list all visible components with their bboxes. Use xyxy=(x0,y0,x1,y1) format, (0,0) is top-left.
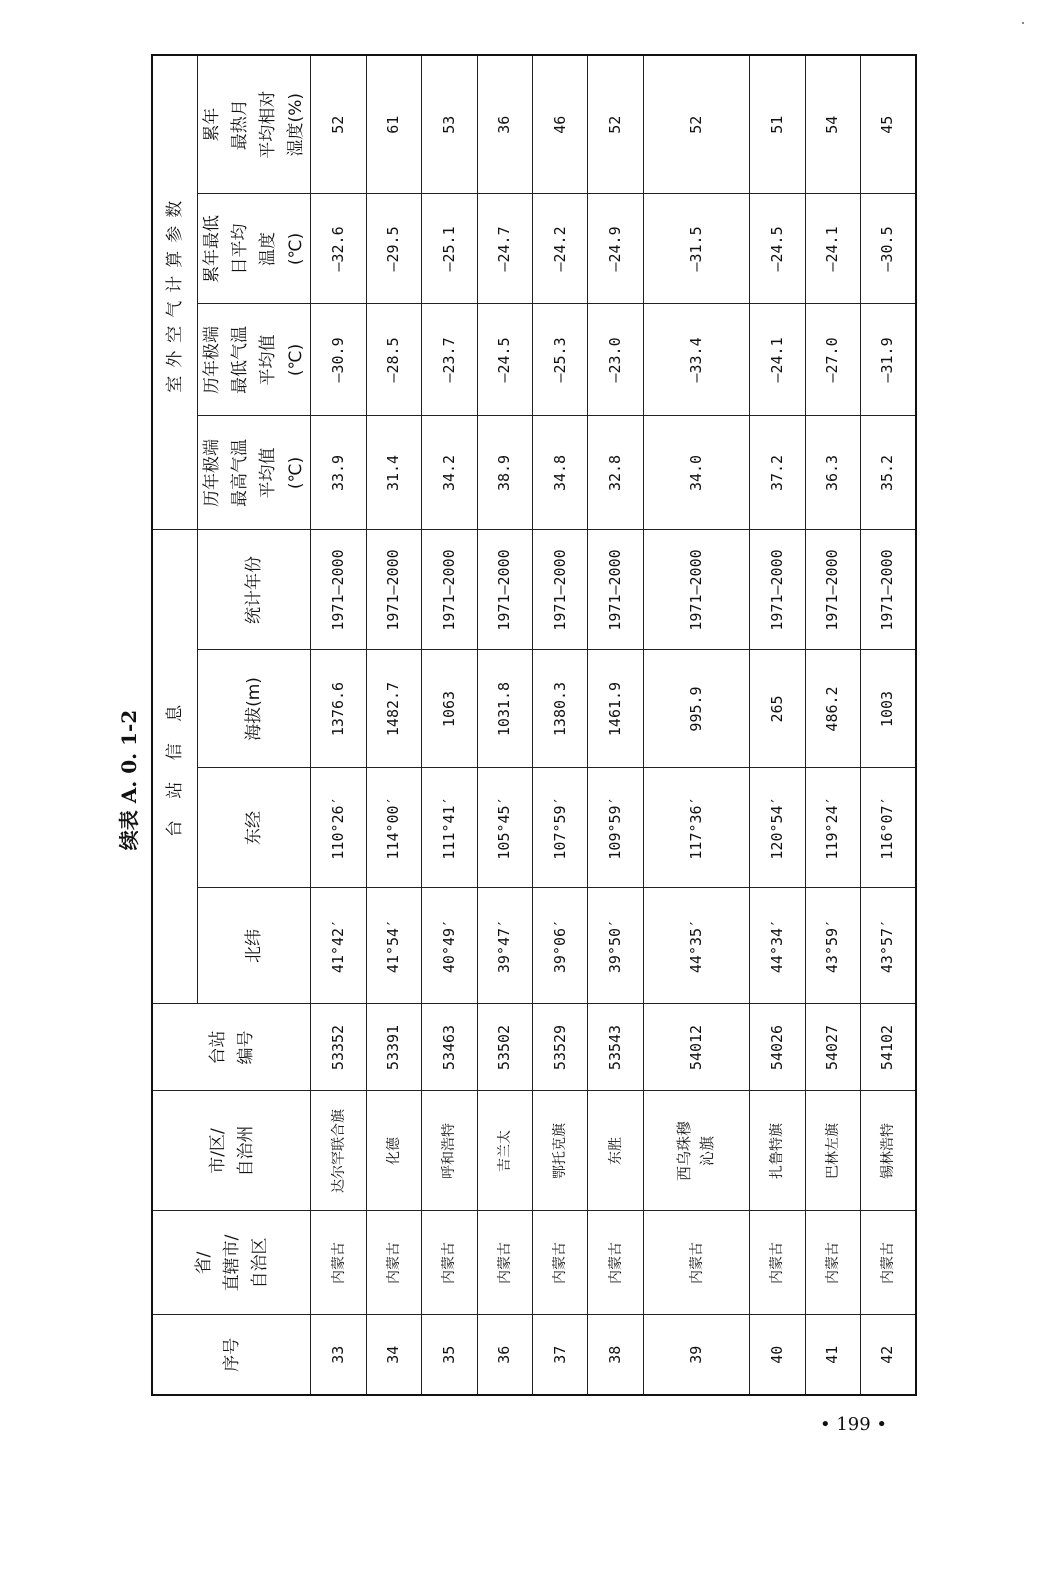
table-wrapper xyxy=(151,90,917,1396)
rotated-table-container xyxy=(151,90,917,1396)
cell-station-id xyxy=(643,1004,749,1091)
cell-city xyxy=(366,1091,421,1211)
cell-tdaymin xyxy=(422,194,477,304)
cell-text: 内蒙古 xyxy=(769,1242,786,1284)
cell-station-id xyxy=(366,1004,421,1091)
cell-text: 34.8 xyxy=(550,454,569,492)
cell-text: —24.1 xyxy=(823,226,842,272)
cell-text: 53543 xyxy=(605,1024,624,1071)
cell-text: 内蒙古 xyxy=(386,1242,402,1284)
cell-text: 1971—2000 xyxy=(605,549,624,631)
cell-years xyxy=(311,530,366,650)
cell-text: —27.0 xyxy=(823,337,842,383)
cell-text: 1971—2000 xyxy=(550,549,569,631)
table-row xyxy=(311,55,366,1395)
cell-years xyxy=(860,530,916,650)
cell-lon xyxy=(477,768,532,888)
cell-tdaymin xyxy=(477,194,532,304)
cell-altitude xyxy=(477,650,532,768)
cell-text: 达尔罕联合旗 xyxy=(330,1109,347,1193)
cell-text: 111°41′ xyxy=(439,796,458,860)
cell-altitude xyxy=(311,650,366,768)
cell-altitude xyxy=(860,650,916,768)
cell-text: 34 xyxy=(384,1345,403,1364)
cell-rh xyxy=(588,55,643,194)
cell-text: 吉兰太 xyxy=(496,1130,513,1172)
header-row-1 xyxy=(152,55,198,1395)
cell-altitude xyxy=(422,650,477,768)
cell-station-id xyxy=(477,1004,532,1091)
cell-lon xyxy=(422,768,477,888)
cell-province xyxy=(643,1211,749,1315)
cell-text: 119°24′ xyxy=(823,796,842,860)
cell-altitude xyxy=(366,650,421,768)
header-province: 省/ 直辖市/ 自治区 xyxy=(152,1211,311,1315)
cell-text: —32.6 xyxy=(328,226,347,272)
cell-rh xyxy=(366,55,421,194)
header-tmax: 历年极端 最高气温 平均值 (℃) xyxy=(198,416,311,530)
cell-text: 40 xyxy=(767,1345,786,1364)
cell-tdaymin xyxy=(366,194,421,304)
cell-text: 内蒙古 xyxy=(496,1242,513,1284)
cell-text: —24.7 xyxy=(495,226,514,272)
cell-text: 38.9 xyxy=(495,454,514,492)
cell-text: 36 xyxy=(495,1345,514,1364)
cell-tdaymin xyxy=(588,194,643,304)
table-row xyxy=(750,55,805,1395)
cell-station-id xyxy=(311,1004,366,1091)
cell-tmax xyxy=(860,416,916,530)
cell-text: 105°45′ xyxy=(495,796,514,860)
cell-text: 39°47′ xyxy=(495,918,514,974)
cell-text: 110°26′ xyxy=(328,796,347,860)
table-row xyxy=(588,55,643,1395)
city-line: 沁旗 xyxy=(698,1136,717,1167)
cell-tmin xyxy=(366,304,421,416)
cell-years xyxy=(422,530,477,650)
cell-tmin xyxy=(750,304,805,416)
cell-text: 1380.3 xyxy=(550,681,569,737)
climate-data-table xyxy=(151,54,917,1396)
cell-text: 31.4 xyxy=(384,454,403,492)
table-row xyxy=(477,55,532,1395)
cell-text: 61 xyxy=(384,115,403,134)
cell-text: —24.9 xyxy=(605,226,624,272)
table-row xyxy=(366,55,421,1395)
cell-province xyxy=(366,1211,421,1315)
cell-text: 45 xyxy=(878,115,897,134)
cell-tdaymin xyxy=(311,194,366,304)
cell-text: 呼和浩特 xyxy=(441,1123,458,1179)
cell-text: 486.2 xyxy=(823,686,842,732)
cell-text: 内蒙古 xyxy=(330,1242,347,1284)
cell-lat xyxy=(805,888,860,1004)
header-group-station: 台 站 信 息 xyxy=(152,530,198,1004)
header-lon: 东经 xyxy=(198,768,311,888)
cell-text: 54 xyxy=(823,115,842,134)
header-city: 市/区/ 自治州 xyxy=(152,1091,311,1211)
cell-text: 1971—2000 xyxy=(767,549,786,631)
cell-lat xyxy=(422,888,477,1004)
cell-years xyxy=(750,530,805,650)
cell-text: 33.9 xyxy=(328,454,347,492)
cell-text: 53391 xyxy=(384,1024,403,1071)
cell-text: 东胜 xyxy=(607,1137,624,1165)
cell-text: 1971—2000 xyxy=(495,549,514,631)
cell-text: —31.5 xyxy=(686,226,705,272)
cell-city xyxy=(750,1091,805,1211)
cell-seq xyxy=(860,1315,916,1395)
cell-province xyxy=(860,1211,916,1315)
cell-text: 36 xyxy=(495,115,514,134)
header-seq: 序号 xyxy=(152,1315,311,1395)
cell-text: 扎鲁特旗 xyxy=(769,1123,786,1179)
cell-text: 化德 xyxy=(386,1137,402,1165)
cell-text: —25.3 xyxy=(550,337,569,383)
cell-province xyxy=(311,1211,366,1315)
cell-text: 54026 xyxy=(767,1024,786,1071)
cell-text: 41°54′ xyxy=(384,918,403,974)
cell-text: 内蒙古 xyxy=(688,1242,705,1284)
cell-text: —29.5 xyxy=(384,226,403,272)
cell-lat xyxy=(311,888,366,1004)
cell-text: 内蒙古 xyxy=(552,1242,569,1284)
cell-lon xyxy=(860,768,916,888)
table-row xyxy=(532,55,587,1395)
cell-lat xyxy=(532,888,587,1004)
cell-text: —30.5 xyxy=(878,226,897,272)
cell-lat xyxy=(588,888,643,1004)
cell-years xyxy=(532,530,587,650)
cell-text: 109°59′ xyxy=(605,796,624,860)
cell-altitude xyxy=(643,650,749,768)
scan-mark xyxy=(1022,22,1024,24)
cell-text: 44°35′ xyxy=(686,918,705,974)
cell-seq xyxy=(750,1315,805,1395)
cell-altitude xyxy=(750,650,805,768)
cell-text: 53502 xyxy=(495,1024,514,1071)
cell-text: 41 xyxy=(823,1345,842,1364)
cell-text: 34.0 xyxy=(686,454,705,492)
cell-tdaymin xyxy=(860,194,916,304)
cell-tmin xyxy=(422,304,477,416)
cell-rh xyxy=(860,55,916,194)
cell-text: 54102 xyxy=(878,1024,897,1071)
table-row xyxy=(860,55,916,1395)
page-number: • 199 • xyxy=(820,1414,888,1435)
cell-lat xyxy=(643,888,749,1004)
cell-station-id xyxy=(588,1004,643,1091)
cell-text: 巴林左旗 xyxy=(824,1123,841,1179)
cell-city xyxy=(860,1091,916,1211)
cell-text: —23.7 xyxy=(439,337,458,383)
cell-lon xyxy=(311,768,366,888)
cell-text: 995.9 xyxy=(686,686,705,732)
cell-lon xyxy=(366,768,421,888)
cell-text: 36.3 xyxy=(823,454,842,492)
cell-city xyxy=(588,1091,643,1211)
cell-text: —30.9 xyxy=(328,337,347,383)
cell-lat xyxy=(477,888,532,1004)
header-rh: 累年 最热月 平均相对 湿度(%) xyxy=(198,55,311,194)
cell-city xyxy=(422,1091,477,1211)
cell-years xyxy=(805,530,860,650)
cell-text: 1376.6 xyxy=(328,681,347,737)
cell-text: 锡林浩特 xyxy=(880,1123,897,1179)
cell-tmax xyxy=(532,416,587,530)
cell-text: 34.2 xyxy=(439,454,458,492)
cell-city xyxy=(805,1091,860,1211)
cell-station-id xyxy=(422,1004,477,1091)
cell-text: 1461.9 xyxy=(605,681,624,737)
header-years: 统计年份 xyxy=(198,530,311,650)
cell-rh xyxy=(805,55,860,194)
cell-seq xyxy=(422,1315,477,1395)
cell-text: 内蒙古 xyxy=(880,1242,897,1284)
cell-text: 53352 xyxy=(328,1024,347,1071)
cell-text: 41°42′ xyxy=(328,918,347,974)
cell-tmin xyxy=(643,304,749,416)
cell-lon xyxy=(805,768,860,888)
cell-tmax xyxy=(311,416,366,530)
cell-tmin xyxy=(477,304,532,416)
cell-text: 42 xyxy=(878,1345,897,1364)
header-station-id: 台站 编号 xyxy=(152,1004,311,1091)
cell-text: —24.5 xyxy=(495,337,514,383)
cell-text: —28.5 xyxy=(384,337,403,383)
cell-text: 1971—2000 xyxy=(686,549,705,631)
cell-province xyxy=(750,1211,805,1315)
cell-lon xyxy=(588,768,643,888)
cell-lat xyxy=(750,888,805,1004)
cell-text: 1063 xyxy=(439,690,458,728)
table-row xyxy=(805,55,860,1395)
cell-station-id xyxy=(532,1004,587,1091)
cell-text: 38 xyxy=(605,1345,624,1364)
cell-text: —23.0 xyxy=(605,337,624,383)
cell-city xyxy=(477,1091,532,1211)
cell-text: —31.9 xyxy=(878,337,897,383)
cell-tmin xyxy=(805,304,860,416)
cell-altitude xyxy=(805,650,860,768)
cell-text: 52 xyxy=(605,115,624,134)
cell-city xyxy=(532,1091,587,1211)
cell-altitude xyxy=(532,650,587,768)
cell-text: 内蒙古 xyxy=(441,1242,458,1284)
cell-text: —24.1 xyxy=(767,337,786,383)
cell-text: 1003 xyxy=(878,690,897,728)
cell-city xyxy=(311,1091,366,1211)
cell-text: 35 xyxy=(439,1345,458,1364)
cell-tdaymin xyxy=(750,194,805,304)
cell-lon xyxy=(643,768,749,888)
cell-city xyxy=(643,1091,749,1211)
city-line: 西乌珠穆 xyxy=(675,1121,694,1182)
cell-station-id xyxy=(860,1004,916,1091)
header-altitude: 海拔(m) xyxy=(198,650,311,768)
cell-tmin xyxy=(588,304,643,416)
cell-text: 鄂托克旗 xyxy=(552,1123,569,1179)
cell-tdaymin xyxy=(805,194,860,304)
cell-text: 52 xyxy=(686,115,705,134)
cell-text: 1482.7 xyxy=(384,681,403,737)
cell-province xyxy=(588,1211,643,1315)
cell-text: 44°34′ xyxy=(767,918,786,974)
cell-text: 54012 xyxy=(686,1024,705,1071)
header-tmin: 历年极端 最低气温 平均值 (℃) xyxy=(198,304,311,416)
cell-text: —24.5 xyxy=(767,226,786,272)
cell-text: 39°50′ xyxy=(605,918,624,974)
cell-text: 1031.8 xyxy=(495,681,514,737)
cell-text: 1971—2000 xyxy=(439,549,458,631)
cell-rh xyxy=(750,55,805,194)
cell-tmax xyxy=(588,416,643,530)
cell-tmin xyxy=(860,304,916,416)
cell-rh xyxy=(311,55,366,194)
cell-text: 内蒙古 xyxy=(607,1242,624,1284)
cell-text: 1971—2000 xyxy=(823,549,842,631)
header-lat: 北纬 xyxy=(198,888,311,1004)
cell-text: 32.8 xyxy=(605,454,624,492)
cell-text: 52 xyxy=(328,115,347,134)
cell-text: 1971—2000 xyxy=(878,549,897,631)
cell-tdaymin xyxy=(643,194,749,304)
cell-tmax xyxy=(805,416,860,530)
cell-text: 40°49′ xyxy=(439,918,458,974)
cell-years xyxy=(643,530,749,650)
cell-text: 39°06′ xyxy=(550,918,569,974)
cell-text: 117°36′ xyxy=(686,796,705,860)
cell-text: 53 xyxy=(439,115,458,134)
cell-tmax xyxy=(422,416,477,530)
cell-years xyxy=(588,530,643,650)
cell-text: 53529 xyxy=(550,1024,569,1071)
cell-tmax xyxy=(477,416,532,530)
cell-altitude xyxy=(588,650,643,768)
cell-text: 37.2 xyxy=(767,454,786,492)
table-row xyxy=(422,55,477,1395)
cell-text: 39 xyxy=(686,1345,705,1364)
cell-tmax xyxy=(366,416,421,530)
table-row xyxy=(643,55,749,1395)
cell-lat xyxy=(366,888,421,1004)
cell-tmax xyxy=(750,416,805,530)
header-group-outdoor: 室外空气计算参数 xyxy=(152,55,198,530)
cell-lon xyxy=(750,768,805,888)
cell-tmin xyxy=(532,304,587,416)
table-body xyxy=(311,55,916,1395)
cell-tmax xyxy=(643,416,749,530)
cell-rh xyxy=(643,55,749,194)
cell-text: 43°59′ xyxy=(823,918,842,974)
cell-province xyxy=(532,1211,587,1315)
cell-text: 51 xyxy=(767,115,786,134)
cell-province xyxy=(805,1211,860,1315)
cell-text: 53463 xyxy=(439,1024,458,1071)
cell-text: —25.1 xyxy=(439,226,458,272)
cell-seq xyxy=(805,1315,860,1395)
cell-tmin xyxy=(311,304,366,416)
cell-seq xyxy=(643,1315,749,1395)
cell-province xyxy=(477,1211,532,1315)
cell-text: 107°59′ xyxy=(550,796,569,860)
cell-text: 1971—2000 xyxy=(384,549,403,631)
header-tdaymin: 累年最低 日平均 温度 (℃) xyxy=(198,194,311,304)
cell-rh xyxy=(532,55,587,194)
cell-text: 37 xyxy=(550,1345,569,1364)
cell-lon xyxy=(532,768,587,888)
cell-station-id xyxy=(805,1004,860,1091)
cell-seq xyxy=(366,1315,421,1395)
cell-text: 1971—2000 xyxy=(328,549,347,631)
cell-text: 116°07′ xyxy=(878,796,897,860)
cell-text: —24.2 xyxy=(550,226,569,272)
cell-years xyxy=(366,530,421,650)
cell-text: 33 xyxy=(328,1345,347,1364)
cell-province xyxy=(422,1211,477,1315)
cell-rh xyxy=(422,55,477,194)
cell-tdaymin xyxy=(532,194,587,304)
cell-text: 54027 xyxy=(823,1024,842,1071)
cell-text: 265 xyxy=(767,695,786,723)
cell-lat xyxy=(860,888,916,1004)
page-title: 续表 A. 0. 1-2 xyxy=(116,709,141,851)
cell-text: 内蒙古 xyxy=(824,1242,841,1284)
cell-station-id xyxy=(750,1004,805,1091)
cell-text: 43°57′ xyxy=(878,918,897,974)
cell-text: 46 xyxy=(550,115,569,134)
cell-seq xyxy=(311,1315,366,1395)
cell-seq xyxy=(588,1315,643,1395)
cell-text: 35.2 xyxy=(878,454,897,492)
cell-seq xyxy=(532,1315,587,1395)
cell-text: 120°54′ xyxy=(767,796,786,860)
cell-text: 114°00′ xyxy=(384,796,403,860)
cell-text: —33.4 xyxy=(686,337,705,383)
cell-rh xyxy=(477,55,532,194)
cell-seq xyxy=(477,1315,532,1395)
cell-years xyxy=(477,530,532,650)
